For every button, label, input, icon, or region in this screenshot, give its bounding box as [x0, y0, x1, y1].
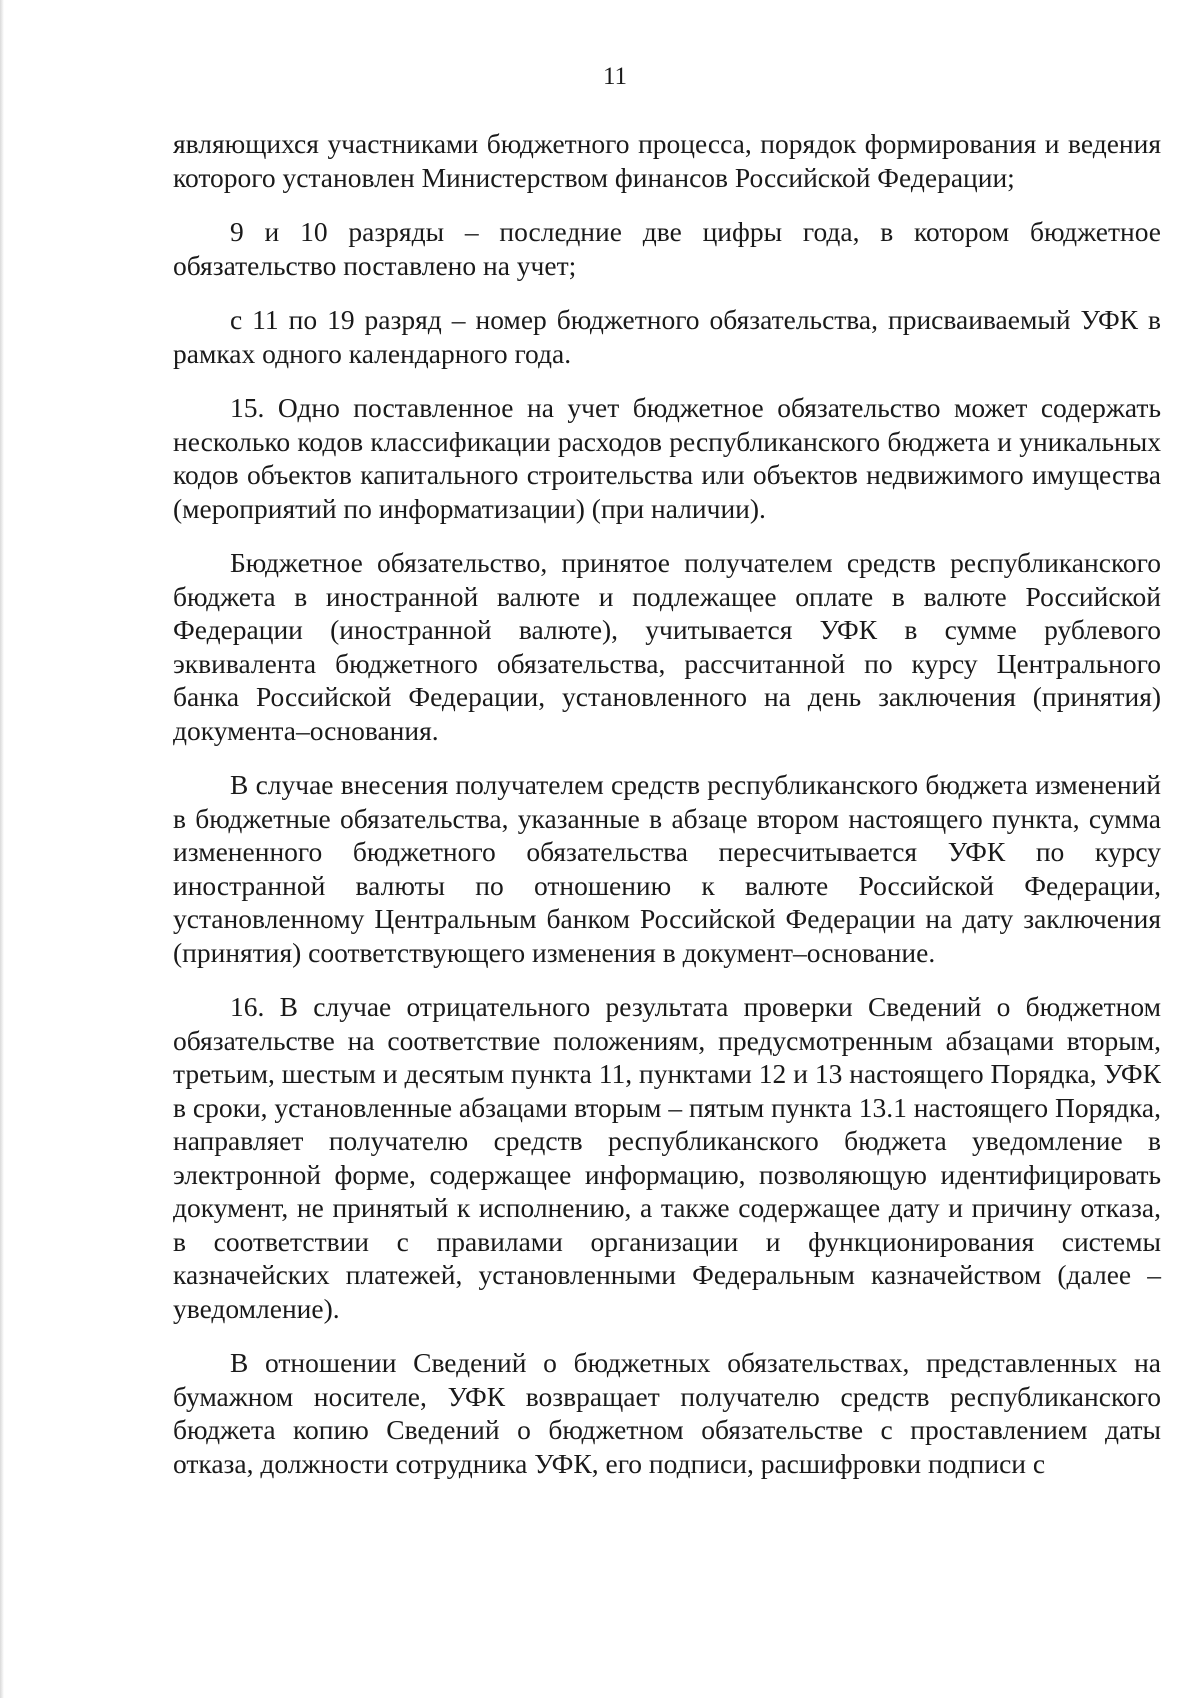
paragraph: В отношении Сведений о бюджетных обязательствах, представленных на бумажном носителе, УФК возвращает получателю средств республиканского бюджета копию Сведений о бюджетном обязательстве с проставлением даты отказа, должности сотрудника УФК, его подписи, расшифровки подписи с [173, 1347, 1161, 1479]
paragraph: 9 и 10 разряды – последние две цифры года, в котором бюджетное обязательство поставлено на учет; [173, 216, 1161, 281]
paragraph: являющихся участниками бюджетного процесса, порядок формирования и ведения которого установлен Министерством финансов Российской Федерации; [173, 128, 1161, 193]
page-number: 11 [602, 63, 628, 90]
document-body [173, 127, 1161, 1480]
paragraph: 16. В случае отрицательного результата проверки Сведений о бюджетном обязательстве на соответствие положениям, предусмотренным абзацами вторым, третьим, шестым и десятым пункта 11, пунктами 12 и 13 настоящего Порядка, УФК в сроки, установленные абзацами вторым – пятым пункта 13.1 настоящего Порядка, направляет получателю средств республиканского бюджета уведомление в электронной форме, содержащее информацию, позволяющую идентифицировать документ, не принятый к исполнению, а также содержащее дату и причину отказа, в соответствии с правилами организации и функционирования системы казначейских платежей, установленными Федеральным казначейством (далее – уведомление). [173, 991, 1161, 1324]
page-edge [0, 0, 4, 1698]
paragraph: с 11 по 19 разряд – номер бюджетного обязательства, присваиваемый УФК в рамках одного календарного года. [173, 304, 1161, 369]
paragraph: Бюджетное обязательство, принятое получателем средств республиканского бюджета в иностранной валюте и подлежащее оплате в валюте Российской Федерации (иностранной валюте), учитывается УФК в сумме рублевого эквивалента бюджетного обязательства, рассчитанной по курсу Центрального банка Российской Федерации, установленного на день заключения (принятия) документа–основания. [173, 547, 1161, 746]
paragraph: В случае внесения получателем средств республиканского бюджета изменений в бюджетные обязательства, указанные в абзаце втором настоящего пункта, сумма измененного бюджетного обязательства пересчитывается УФК по курсу иностранной валюты по отношению к валюте Российской Федерации, установленному Центральным банком Российской Федерации на дату заключения (принятия) соответствующего изменения в документ–основание. [173, 769, 1161, 968]
paragraph: 15. Одно поставленное на учет бюджетное обязательство может содержать несколько кодов классификации расходов республиканского бюджета и уникальных кодов объектов капитального строительства или объектов недвижимого имущества (мероприятий по информатизации) (при наличии). [173, 392, 1161, 524]
